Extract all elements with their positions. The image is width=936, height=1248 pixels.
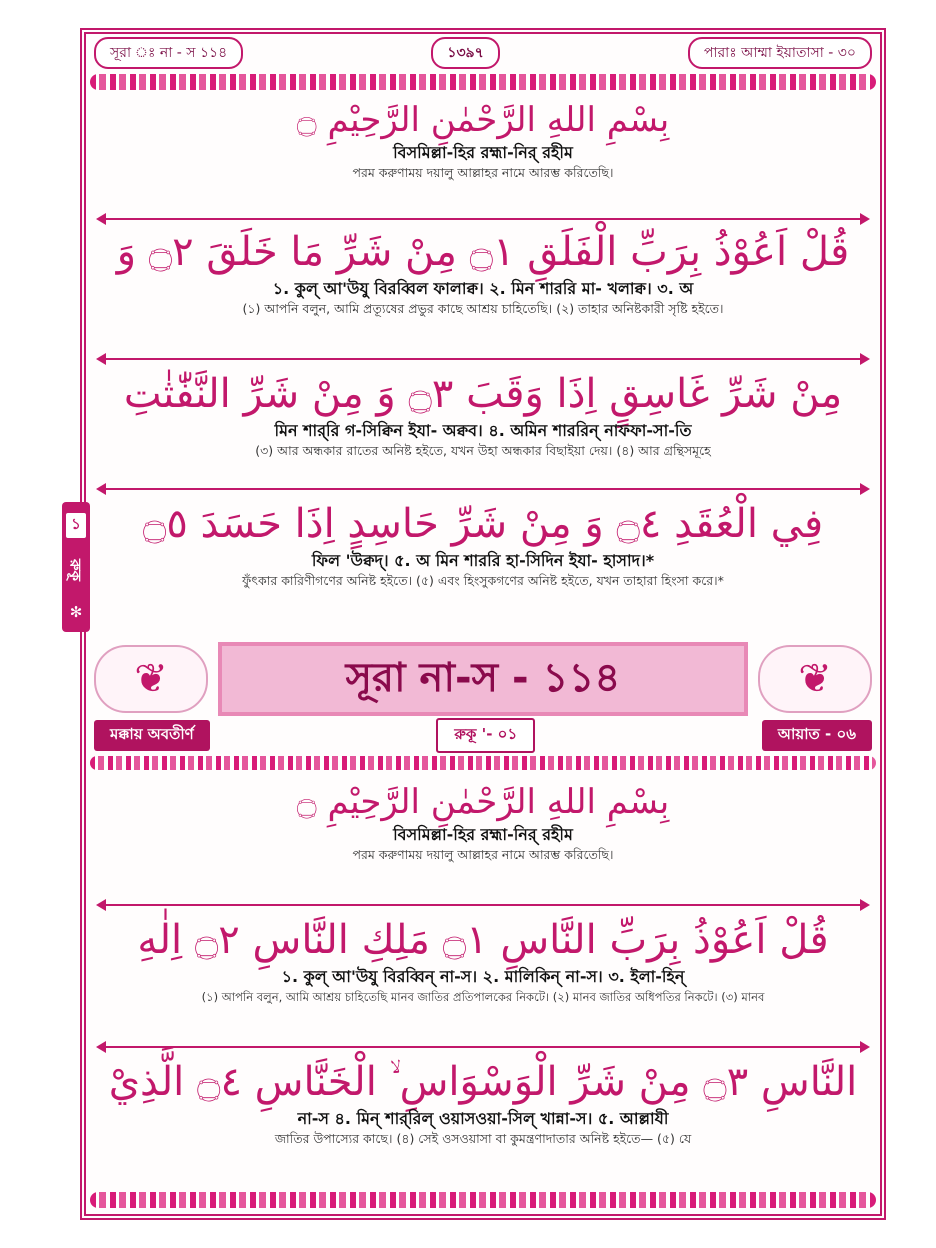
verse-divider — [98, 358, 868, 360]
verse-translation: ফুঁৎকার কারিণীগণের অনিষ্ট হইতে। (৫) এবং হিংসুকগণের অনিষ্ট হইতে, যখন তাহারা হিংসা করে।* — [242, 573, 724, 588]
verse-translit: না-স ৪. মিন্ শার্‌রিল্ ওয়াসওয়া-সিল্ খান্না-স। ৫. আল্লাযী — [297, 1109, 669, 1128]
bismillah-translation: পরম করুণাময় দয়ালু আল্লাহর নামে আরম্ভ করিতেছি। — [352, 165, 614, 180]
bismillah-block — [94, 780, 872, 864]
bottom-ornament — [90, 1192, 876, 1208]
page-border — [80, 28, 886, 1220]
verse-arabic: النَّاسِ ۝٣ مِنْ شَرِّ الْوَسْوَاسِ ۙ الْخَنَّاسِ ۝٤ الَّذِيْ — [108, 1059, 858, 1105]
page-header — [94, 36, 872, 70]
verse-divider — [98, 1046, 868, 1048]
verse-translation: জাতির উপাস্যের কাছে। (৪) সেই ওসওয়াসা বা কুমন্ত্রণাদাতার অনিষ্ট হইতে— (৫) যে — [274, 1131, 692, 1146]
mid-ornament — [90, 756, 876, 770]
surah-info-bar — [94, 720, 872, 750]
bismillah-translit: বিসমিল্লা-হির রহ্মা-নির্ রহীম — [393, 825, 573, 844]
verse-translit: মিন শার্‌রি গ-সিক্বিন ইযা- অক্বব। ৪. অমিন শাররিন্ নাফফা-সা-তি — [274, 421, 692, 440]
floral-ornament-icon: ❦ — [758, 645, 872, 713]
bismillah-arabic: بِسْمِ اللهِ الرَّحْمٰنِ الرَّحِيْمِ ۝ — [296, 782, 670, 822]
verse-divider — [98, 488, 868, 490]
verse-translation: (১) আপনি বলুন, আমি প্রত্যূষের প্রভুর কাছে আশ্রয় চাহিতেছি। (২) তাহার অনিষ্টকারী সৃষ্টি হইতে। — [242, 301, 724, 316]
revelation-place: মক্কায় অবতীর্ণ — [94, 720, 210, 751]
surah-banner — [94, 642, 872, 716]
verse-translation: (৩) আর অন্ধকার রাতের অনিষ্ট হইতে, যখন উহা অন্ধকার বিছাইয়া দেয়। (৪) আর গ্রন্থিসমূহে — [255, 443, 711, 458]
ruku-marker — [62, 502, 90, 632]
surah-title: সূরা না-স - ১১৪ — [218, 642, 748, 716]
floral-ornament-icon: ❦ — [94, 645, 208, 713]
bismillah-translit: বিসমিল্লা-হির রহ্মা-নির্ রহীম — [393, 143, 573, 162]
quran-page — [66, 28, 886, 1220]
bismillah-arabic: بِسْمِ اللهِ الرَّحْمٰنِ الرَّحِيْمِ ۝ — [296, 100, 670, 140]
ruku-number: ১ — [66, 513, 86, 538]
verse-translit: ১. কুল্ আ'উযু বিরব্বিন্ না-স। ২. মালিকিন্ না-স। ৩. ইলা-হিন্ — [281, 967, 685, 986]
star-icon: ✻ — [69, 603, 83, 622]
page-number: ১৩৯৭ — [431, 37, 499, 69]
verse-block — [94, 368, 872, 460]
ayat-count: আয়াত - ০৬ — [762, 720, 872, 751]
verse-divider — [98, 218, 868, 220]
verse-arabic: فِي الْعُقَدِ ۝٤ وَ مِنْ شَرِّ حَاسِدٍ اِذَا حَسَدَ ۝٥ — [142, 501, 824, 547]
verse-arabic: مِنْ شَرِّ غَاسِقٍ اِذَا وَقَبَ ۝٣ وَ مِنْ شَرِّ النَّفّٰثٰتِ — [123, 371, 843, 417]
verse-block — [94, 1056, 872, 1148]
bismillah-block — [94, 98, 872, 182]
verse-arabic: قُلْ اَعُوْذُ بِرَبِّ الْفَلَقِ ۝١ مِنْ شَرِّ مَا خَلَقَ ۝٢ وَ — [116, 229, 850, 275]
verse-divider — [98, 904, 868, 906]
verse-block — [94, 226, 872, 318]
para-label: পারাঃ আম্মা ইয়াতাসা - ৩০ — [688, 37, 872, 69]
ruku-count: রুকূ '- ০১ — [436, 718, 535, 753]
verse-arabic: قُلْ اَعُوْذُ بِرَبِّ النَّاسِ ۝١ مَلِكِ النَّاسِ ۝٢ اِلٰهِ — [137, 917, 829, 963]
verse-block — [94, 498, 872, 590]
verse-translit: ফিল 'উক্বদ্। ৫. অ মিন শাররি হা-সিদিন ইযা- হাসাদ।* — [311, 551, 655, 570]
verse-block — [94, 914, 872, 1006]
ruku-label: রুকূ — [66, 559, 85, 582]
verse-translation: (১) আপনি বলুন, আমি আশ্রয় চাহিতেছি মানব জাতির প্রতিপালকের নিকটে। (২) মানব জাতির অধিপতির নিকটে। (৩) মানব — [201, 990, 765, 1004]
bismillah-translation: পরম করুণাময় দয়ালু আল্লাহর নামে আরম্ভ করিতেছি। — [352, 847, 614, 862]
top-ornament — [90, 74, 876, 90]
verse-translit: ১. কুল্ আ'উযু বিরব্বিল ফালাক্ব। ২. মিন শাররি মা- খলাক্ব। ৩. অ — [272, 279, 694, 298]
surah-label: সূরা ঃ না - স ১১৪ — [94, 37, 243, 69]
